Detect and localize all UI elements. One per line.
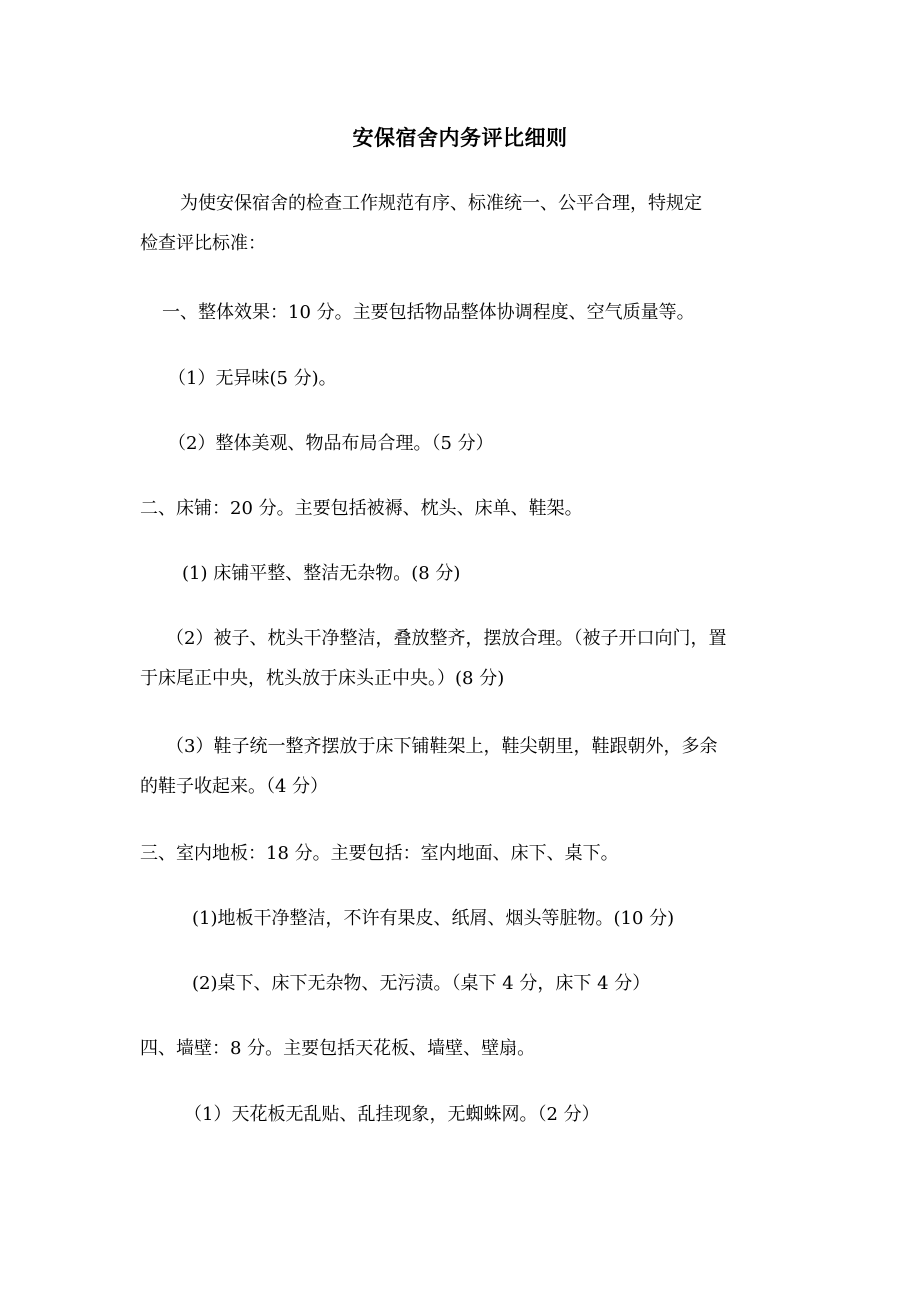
section-2-item-1: (1) 床铺平整、整洁无杂物。(8 分) xyxy=(182,563,461,584)
section-3-item-2: (2)桌下、床下无杂物、无污渍。（桌下 4 分，床下 4 分） xyxy=(192,973,651,994)
intro-line-2: 检查评比标准： xyxy=(140,233,266,254)
section-4-heading: 四、墙壁：8 分。主要包括天花板、墙壁、壁扇。 xyxy=(140,1038,536,1059)
section-3-heading: 三、室内地板：18 分。主要包括：室内地面、床下、桌下。 xyxy=(140,843,619,864)
section-2-item-2-line-1: （2）被子、枕头干净整洁，叠放整齐，摆放合理。（被子开口向门，置 xyxy=(166,628,727,649)
section-1-heading: 一、整体效果：10 分。主要包括物品整体协调程度、空气质量等。 xyxy=(162,302,695,323)
section-2-item-2-line-2: 于床尾正中央，枕头放于床头正中央。）(8 分) xyxy=(140,668,505,689)
section-1-item-2: （2）整体美观、物品布局合理。（5 分） xyxy=(168,433,494,454)
section-4-item-1: （1）天花板无乱贴、乱挂现象，无蜘蛛网。（2 分） xyxy=(184,1104,600,1125)
section-2-item-3-line-1: （3）鞋子统一整齐摆放于床下铺鞋架上，鞋尖朝里，鞋跟朝外，多余 xyxy=(166,736,718,757)
section-2-item-3 xyxy=(140,727,790,807)
intro-paragraph xyxy=(140,184,790,264)
document-title: 安保宿舍内务评比细则 xyxy=(352,125,568,150)
section-2-heading: 二、床铺：20 分。主要包括被褥、枕头、床单、鞋架。 xyxy=(140,498,583,519)
section-1-item-1: （1）无异味(5 分)。 xyxy=(168,368,337,389)
section-3-item-1: (1)地板干净整洁，不许有果皮、纸屑、烟头等脏物。(10 分) xyxy=(192,908,675,929)
intro-line-1: 为使安保宿舍的检查工作规范有序、标准统一、公平合理，特规定 xyxy=(180,193,702,214)
section-2-item-3-line-2: 的鞋子收起来。（4 分） xyxy=(140,776,329,797)
section-2-item-2 xyxy=(140,619,790,699)
